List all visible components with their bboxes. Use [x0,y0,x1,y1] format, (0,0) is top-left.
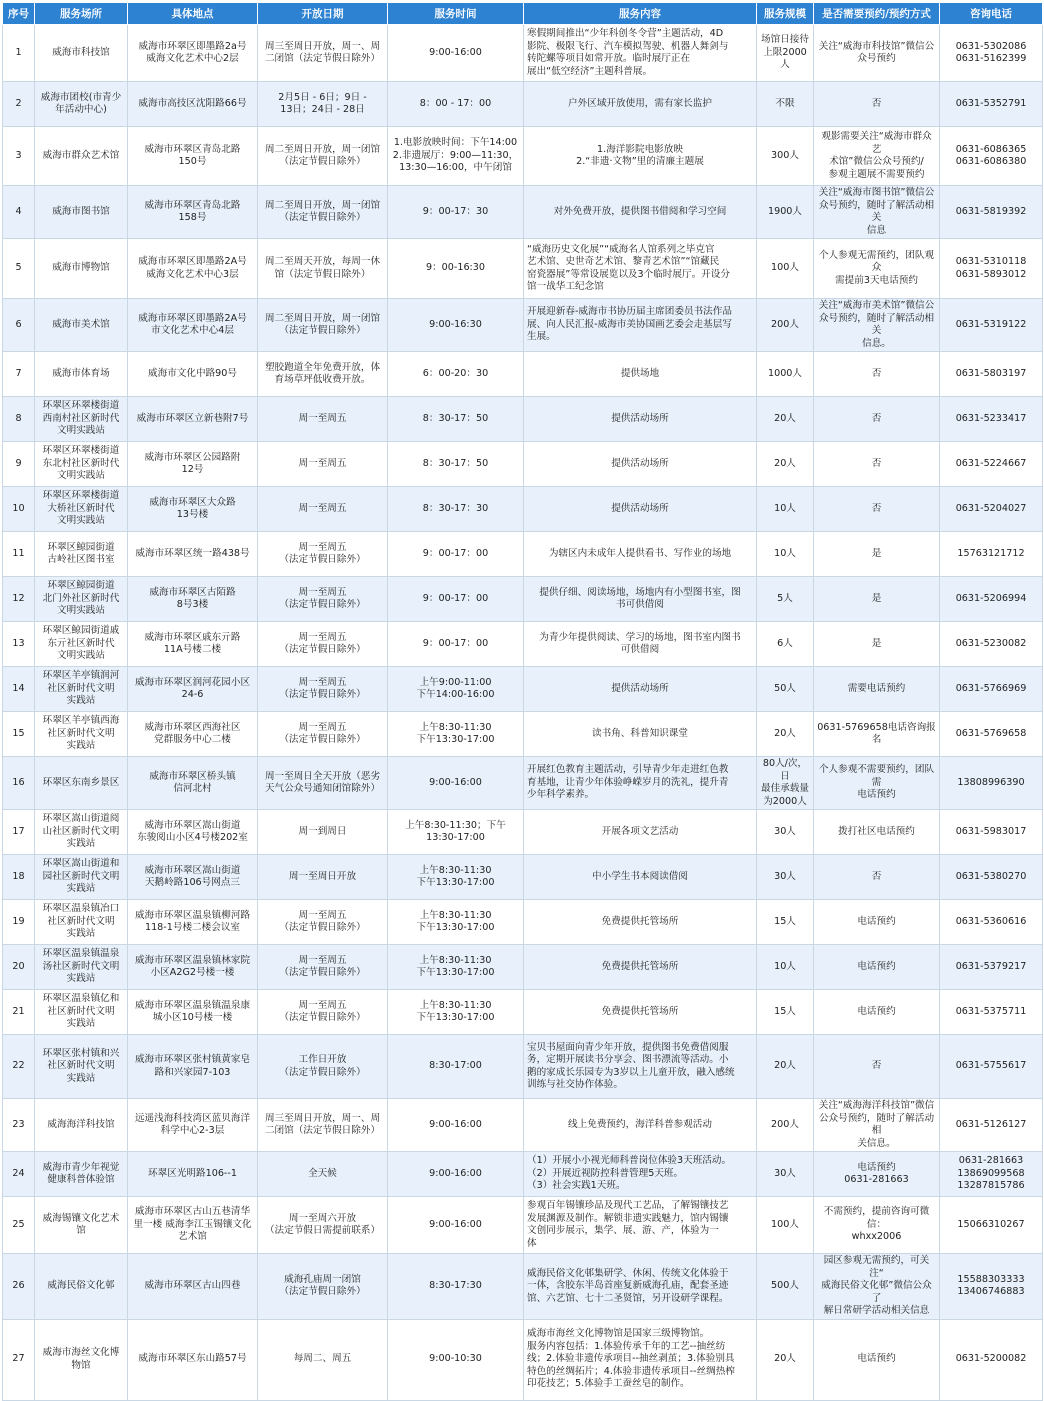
cell-phone: 15066310267 [940,1197,1043,1254]
cell-open-dates: 周一至周五 （法定节假日除外） [258,667,388,712]
cell-capacity: 10人 [757,945,814,990]
table-row [3,397,1043,442]
cell-service-content: 开展迎新春-威海市书协历届主席团委员书法作品 展、向人民汇报-威海市美协国画艺委会走基层写 生展。 [524,299,757,352]
cell-venue: 环翠区环翠楼街道 东北村社区新时代 文明实践站 [35,442,128,487]
cell-venue: 威海市科技馆 [35,25,128,82]
cell-capacity: 30人 [757,810,814,855]
cell-reservation: 关注“威海市科技馆”微信公 众号预约 [814,25,940,82]
header-open-dates: 开放日期 [258,3,388,25]
cell-location: 威海市环翠区温泉镇柳河路 118-1号楼二楼会议室 [128,900,258,945]
cell-seq: 21 [3,990,35,1035]
cell-service-hours: 上午8:30-11:30 下午13:30-17:00 [388,712,524,757]
table-row [3,442,1043,487]
cell-capacity: 300人 [757,127,814,186]
cell-service-hours: 9:00-16:00 [388,1197,524,1254]
cell-venue: 威海市体育场 [35,352,128,397]
cell-capacity: 20人 [757,712,814,757]
cell-location: 威海市环翠区青岛北路 150号 [128,127,258,186]
cell-seq: 24 [3,1152,35,1197]
cell-seq: 20 [3,945,35,990]
cell-reservation: 关注“威海市图书馆”微信公 众号预约，随时了解活动相关 信息 [814,186,940,239]
cell-service-content: 1.海洋影院电影放映 2.“非遗·文物”里的清廉主题展 [524,127,757,186]
cell-venue: 威海锡镶文化艺术 馆 [35,1197,128,1254]
table-row [3,990,1043,1035]
cell-capacity: 200人 [757,299,814,352]
cell-seq: 23 [3,1099,35,1152]
cell-reservation: 电话预约 [814,945,940,990]
cell-phone: 0631-5200082 [940,1319,1043,1400]
cell-phone: 0631-5302086 0631-5162399 [940,25,1043,82]
cell-service-hours: 9：00-17：00 [388,622,524,667]
cell-venue: 环翠区环翠楼街道 大桥社区新时代 文明实践站 [35,487,128,532]
cell-service-content: 威海市海丝文化博物馆是国家三级博物馆。 服务内容包括：1.体验传承千年的工艺--抽丝纺 线；2.体验非遗传承项目--抽丝剥茧；3.体验别具 特色的丝绸拓片；4.体验非遗传承项目--丝绸热榨 印花技艺；5.体验手工蚕丝皂的制作。 [524,1319,757,1400]
cell-venue: 威海民俗文化邨 [35,1254,128,1320]
cell-phone: 15763121712 [940,532,1043,577]
cell-service-hours: 8：30-17：30 [388,487,524,532]
table-row [3,945,1043,990]
cell-service-hours: 9:00-16:00 [388,25,524,82]
cell-capacity: 场馆日接待 上限2000人 [757,25,814,82]
cell-phone: 0631-5230082 [940,622,1043,667]
cell-service-content: 提供场地 [524,352,757,397]
cell-venue: 环翠区温泉镇冶口 社区新时代文明 实践站 [35,900,128,945]
cell-venue: 威海海洋科技馆 [35,1099,128,1152]
cell-location: 威海市环翠区古陌路 8号3楼 [128,577,258,622]
cell-service-hours: 8：30-17：50 [388,442,524,487]
table-row [3,186,1043,239]
cell-seq: 12 [3,577,35,622]
cell-open-dates: 周二至周天开放，每周一休 馆（法定节假日除外） [258,239,388,299]
cell-open-dates: 周一至周五 [258,442,388,487]
cell-service-content: 提供活动场所 [524,442,757,487]
cell-capacity: 500人 [757,1254,814,1320]
header-reservation: 是否需要预约/预约方式 [814,3,940,25]
header-service-content: 服务内容 [524,3,757,25]
cell-open-dates: 周一至周五 （法定节假日除外） [258,712,388,757]
table-row [3,25,1043,82]
cell-open-dates: 周一至周五 （法定节假日除外） [258,577,388,622]
cell-phone: 0631-5769658 [940,712,1043,757]
cell-service-hours: 8:30-17:30 [388,1254,524,1320]
cell-capacity: 6人 [757,622,814,667]
cell-location: 威海市文化中路90号 [128,352,258,397]
cell-location: 威海市环翠区即墨路2a号 威海文化艺术中心2层 [128,25,258,82]
table-row [3,352,1043,397]
cell-seq: 3 [3,127,35,186]
cell-venue: 威海市美术馆 [35,299,128,352]
cell-reservation: 不需预约，提前咨询可微信： whxx2006 [814,1197,940,1254]
cell-capacity: 20人 [757,442,814,487]
cell-location: 威海市环翠区公园路附 12号 [128,442,258,487]
cell-open-dates: 威海孔庙周一闭馆 （法定节假日除外） [258,1254,388,1320]
table-row [3,532,1043,577]
cell-seq: 10 [3,487,35,532]
cell-venue: 威海市图书馆 [35,186,128,239]
cell-capacity: 5人 [757,577,814,622]
cell-reservation: 否 [814,855,940,900]
cell-service-hours: 1.电影放映时间：下午14:00 2.非遗展厅：9:00—11:30， 13:30—16:00，中午闭馆 [388,127,524,186]
cell-open-dates: 周二至周日开放，周一闭馆 （法定节假日除外） [258,127,388,186]
cell-seq: 18 [3,855,35,900]
cell-location: 威海市环翠区即墨路2A号 市文化艺术中心4层 [128,299,258,352]
cell-seq: 7 [3,352,35,397]
cell-open-dates: 周一至周五 [258,487,388,532]
cell-open-dates: 周三至周日开放，周一、周 二闭馆（法定节假日除外） [258,1099,388,1152]
cell-service-hours: 9：00-17：30 [388,186,524,239]
cell-capacity: 200人 [757,1099,814,1152]
cell-reservation: 否 [814,1035,940,1099]
cell-location: 远遥浅海科技湾区蓝贝海洋 科学中心2-3层 [128,1099,258,1152]
cell-capacity: 15人 [757,900,814,945]
cell-phone: 0631-5319122 [940,299,1043,352]
cell-phone: 0631-5380270 [940,855,1043,900]
cell-venue: 环翠区温泉镇亿和 社区新时代文明 实践站 [35,990,128,1035]
table-row [3,712,1043,757]
cell-phone: 15588303333 13406746883 [940,1254,1043,1320]
cell-service-hours: 8：00 - 17：00 [388,82,524,127]
header-seq: 序号 [3,3,35,25]
cell-service-hours: 9:00-10:30 [388,1319,524,1400]
cell-service-hours: 上午8:30-11:30；下午 13:30-17:00 [388,810,524,855]
cell-service-content: 对外免费开放，提供图书借阅和学习空间 [524,186,757,239]
cell-location: 威海市环翠区立新巷附7号 [128,397,258,442]
cell-open-dates: 周二至周日开放，周一闭馆 （法定节假日除外） [258,186,388,239]
cell-capacity: 50人 [757,667,814,712]
table-row [3,577,1043,622]
cell-reservation: 需要电话预约 [814,667,940,712]
cell-venue: 威海市团校(市青少 年活动中心) [35,82,128,127]
cell-service-content: 威海民俗文化邨集研学、休闲、传统文化体验于 一体，含胶东半岛首座复新威海孔庙，配套圣迹 馆、六艺馆、七十二圣贤馆，另开设研学课程。 [524,1254,757,1320]
cell-seq: 27 [3,1319,35,1400]
cell-capacity: 20人 [757,1035,814,1099]
cell-open-dates: 周一至周五 （法定节假日除外） [258,990,388,1035]
cell-location: 威海市环翠区古山四巷 [128,1254,258,1320]
cell-capacity: 10人 [757,532,814,577]
cell-reservation: 电话预约 [814,1319,940,1400]
table-row [3,1197,1043,1254]
header-venue: 服务场所 [35,3,128,25]
table-row [3,1099,1043,1152]
cell-service-hours: 8：30-17：50 [388,397,524,442]
cell-open-dates: 工作日开放 （法定节假日除外） [258,1035,388,1099]
cell-seq: 11 [3,532,35,577]
cell-phone: 13808996390 [940,757,1043,810]
cell-location: 威海市环翠区桥头镇 信河北村 [128,757,258,810]
cell-reservation: 关注“威海市美术馆”微信公 众号预约，随时了解活动相关 信息。 [814,299,940,352]
header-phone: 咨询电话 [940,3,1043,25]
cell-capacity: 15人 [757,990,814,1035]
table-row [3,1319,1043,1400]
cell-service-content: 开展红色教育主题活动，引导青少年走进红色教 育基地，让青少年体验峥嵘岁月的洗礼，提升青 少年科学素养。 [524,757,757,810]
cell-phone: 0631-5983017 [940,810,1043,855]
cell-venue: 威海市博物馆 [35,239,128,299]
cell-seq: 6 [3,299,35,352]
cell-service-hours: 9:00-16:30 [388,299,524,352]
cell-reservation: 否 [814,442,940,487]
header-capacity: 服务规模 [757,3,814,25]
cell-service-content: 为青少年提供阅读、学习的场地，图书室内图书 可供借阅 [524,622,757,667]
cell-open-dates: 周一至周六开放 （法定节假日需提前联系） [258,1197,388,1254]
table-row [3,667,1043,712]
cell-capacity: 80人/次，日 最佳承载量 为2000人 [757,757,814,810]
cell-service-hours: 9:00-16:00 [388,1152,524,1197]
cell-service-content: 中小学生书本阅读借阅 [524,855,757,900]
cell-seq: 2 [3,82,35,127]
cell-phone: 0631-5310118 0631-5893012 [940,239,1043,299]
cell-service-content: 免费提供托管场所 [524,945,757,990]
cell-phone: 0631-5755617 [940,1035,1043,1099]
cell-service-hours: 上午9:00-11:00 下午14:00-16:00 [388,667,524,712]
cell-reservation: 个人参观不需要预约，团队需 电话预约 [814,757,940,810]
cell-reservation: 电话预约 [814,900,940,945]
cell-service-content: 参观百年锡镶珍品及现代工艺品，了解锡镶技艺 发展渊源及制作。解锁非遗实践魅力，馆内锡镶 文创同步展示，集学、展、游、产，体验为一 体 [524,1197,757,1254]
cell-capacity: 10人 [757,487,814,532]
header-row [3,3,1043,25]
cell-location: 环翠区光明路106--1 [128,1152,258,1197]
table-row [3,622,1043,667]
table-row [3,1254,1043,1320]
cell-service-hours: 上午8:30-11:30 下午13:30-17:00 [388,855,524,900]
cell-seq: 25 [3,1197,35,1254]
cell-location: 威海市环翠区温泉镇林家院 小区A2G2号楼一楼 [128,945,258,990]
cell-capacity: 30人 [757,855,814,900]
cell-phone: 0631-5224667 [940,442,1043,487]
cell-reservation: 是 [814,577,940,622]
cell-service-content: 提供活动场所 [524,487,757,532]
cell-reservation: 否 [814,487,940,532]
cell-venue: 环翠区鲸园街道 北门外社区新时代 文明实践站 [35,577,128,622]
table-row [3,82,1043,127]
cell-service-content: 读书角、科普知识课堂 [524,712,757,757]
header-location: 具体地点 [128,3,258,25]
cell-service-hours: 上午8:30-11:30 下午13:30-17:00 [388,990,524,1035]
cell-reservation: 0631-5769658电话咨询报名 [814,712,940,757]
cell-venue: 环翠区羊亭镇西海 社区新时代文明 实践站 [35,712,128,757]
cell-service-hours: 上午8:30-11:30 下午13:30-17:00 [388,900,524,945]
table-row [3,855,1043,900]
cell-phone: 0631-5766969 [940,667,1043,712]
cell-reservation: 拨打社区电话预约 [814,810,940,855]
cell-service-hours: 9：00-17：00 [388,577,524,622]
cell-location: 威海市环翠区戚东亓路 11A号楼二楼 [128,622,258,667]
cell-phone: 0631-5233417 [940,397,1043,442]
cell-seq: 14 [3,667,35,712]
cell-open-dates: 周二至周日开放，周一闭馆 （法定节假日除外） [258,299,388,352]
cell-service-content: 线上免费预约，海洋科普参观活动 [524,1099,757,1152]
cell-service-content: 提供活动场所 [524,397,757,442]
cell-location: 威海市环翠区张村镇黄家皂 路和兴家园7-103 [128,1035,258,1099]
cell-service-hours: 9:00-16:00 [388,1099,524,1152]
cell-service-content: 免费提供托管场所 [524,990,757,1035]
cell-seq: 19 [3,900,35,945]
cell-seq: 4 [3,186,35,239]
cell-open-dates: 周一至周五 （法定节假日除外） [258,945,388,990]
cell-venue: 威海市海丝文化博 物馆 [35,1319,128,1400]
cell-service-content: 寒假期间推出“少年科创冬令营”主题活动，4D 影院、极限飞行、汽车模拟驾驶、机器人舞剑与 转陀螺等项目如常开放。临时展厅正在 展出“低空经济”主题科普展。 [524,25,757,82]
cell-phone: 0631-5360616 [940,900,1043,945]
cell-open-dates: 周一至周五 （法定节假日除外） [258,900,388,945]
cell-seq: 1 [3,25,35,82]
cell-open-dates: 塑胶跑道全年免费开放，体 育场草坪低收费开放。 [258,352,388,397]
cell-open-dates: 周三至周日开放，周一、周 二闭馆（法定节假日除外） [258,25,388,82]
cell-service-hours: 9:00-16:00 [388,757,524,810]
table-row [3,810,1043,855]
cell-capacity: 1000人 [757,352,814,397]
cell-venue: 环翠区鲸园街道 古岭社区图书室 [35,532,128,577]
cell-open-dates: 周一至周日全天开放（恶劣 天气公众号通知闭馆除外） [258,757,388,810]
cell-phone: 0631-5206994 [940,577,1043,622]
cell-location: 威海市环翠区润河花园小区 24-6 [128,667,258,712]
cell-location: 威海市环翠区大众路 13号楼 [128,487,258,532]
cell-service-hours: 9：00-17：00 [388,532,524,577]
cell-service-content: 提供仔细、阅读场地，场地内有小型图书室，图 书可供借阅 [524,577,757,622]
cell-service-content: 宝贝书屋面向青少年开放，提供图书免费借阅服 务，定期开展读书分享会、图书漂流等活动。小 鹅的家成长乐园专为3岁以上儿童开放，融入感统 训练与社交协作体验。 [524,1035,757,1099]
cell-open-dates: 周一至周五 （法定节假日除外） [258,622,388,667]
cell-reservation: 观影需要关注“威海市群众艺 术馆”微信公众号预约/ 参观主题展不需要预约 [814,127,940,186]
cell-open-dates: 2月5日 - 6日；9日 - 13日；24日 - 28日 [258,82,388,127]
cell-open-dates: 周一到周日 [258,810,388,855]
cell-service-hours: 8:30-17:00 [388,1035,524,1099]
cell-location: 威海市环翠区统一路438号 [128,532,258,577]
cell-reservation: 否 [814,82,940,127]
cell-reservation: 否 [814,352,940,397]
cell-phone: 0631-5819392 [940,186,1043,239]
cell-venue: 威海市青少年视觉 健康科普体验馆 [35,1152,128,1197]
cell-venue: 环翠区嵩山街道和 园社区新时代文明 实践站 [35,855,128,900]
cell-phone: 0631-6086365 0631-6086380 [940,127,1043,186]
cell-phone: 0631-5204027 [940,487,1043,532]
cell-location: 威海市环翠区嵩山街道 天鹅岭路106号网点三 [128,855,258,900]
table-row [3,1035,1043,1099]
cell-reservation: 否 [814,397,940,442]
cell-seq: 15 [3,712,35,757]
table-row [3,239,1043,299]
cell-open-dates: 周一至周五 [258,397,388,442]
table-row [3,127,1043,186]
cell-reservation: 个人参观无需预约，团队观众 需提前3天电话预约 [814,239,940,299]
cell-open-dates: 每周二、周五 [258,1319,388,1400]
cell-capacity: 20人 [757,397,814,442]
cell-capacity: 100人 [757,239,814,299]
cell-service-hours: 9：00-16:30 [388,239,524,299]
cell-location: 威海市环翠区西海社区 党群服务中心二楼 [128,712,258,757]
cell-service-content: 户外区域开放使用，需有家长监护 [524,82,757,127]
table-row [3,900,1043,945]
cell-venue: 环翠区东南乡景区 [35,757,128,810]
cell-capacity: 不限 [757,82,814,127]
cell-reservation: 是 [814,532,940,577]
cell-reservation: 是 [814,622,940,667]
cell-phone: 0631-5352791 [940,82,1043,127]
cell-venue: 环翠区张村镇和兴 社区新时代文明 实践站 [35,1035,128,1099]
cell-service-content: “威海历史文化展”“威海名人馆系列之毕克官 艺术馆、史世奇艺术馆、黎青艺术馆”“馆藏民 窑瓷器展”等常设展览以及3个临时展厅。开设分 馆一战华工纪念馆 [524,239,757,299]
cell-location: 威海市环翠区温泉镇温泉康 城小区10号楼一楼 [128,990,258,1035]
cell-location: 威海市高技区沈阳路66号 [128,82,258,127]
cell-capacity: 1900人 [757,186,814,239]
cell-location: 威海市环翠区嵩山街道 东骏阅山小区4号楼202室 [128,810,258,855]
cell-seq: 9 [3,442,35,487]
table-row [3,757,1043,810]
cell-service-content: 开展各项文艺活动 [524,810,757,855]
cell-open-dates: 周一至周五 （法定节假日除外） [258,532,388,577]
table-row [3,487,1043,532]
cell-venue: 环翠区温泉镇温泉 汤社区新时代文明 实践站 [35,945,128,990]
cell-seq: 16 [3,757,35,810]
cell-location: 威海市环翠区即墨路2A号 威海文化艺术中心3层 [128,239,258,299]
cell-service-content: 免费提供托管场所 [524,900,757,945]
cell-service-content: 为辖区内未成年人提供看书、写作业的场地 [524,532,757,577]
cell-location: 威海市环翠区东山路57号 [128,1319,258,1400]
cell-phone: 0631-5379217 [940,945,1043,990]
cell-open-dates: 周一至周日开放 [258,855,388,900]
cell-seq: 13 [3,622,35,667]
cell-phone: 0631-5375711 [940,990,1043,1035]
cell-seq: 17 [3,810,35,855]
table-row [3,1152,1043,1197]
cell-service-hours: 6：00-20：30 [388,352,524,397]
header-service-hours: 服务时间 [388,3,524,25]
cell-venue: 环翠区环翠楼街道 西南村社区新时代 文明实践站 [35,397,128,442]
cell-seq: 26 [3,1254,35,1320]
cell-location: 威海市环翠区古山五巷清华 里一楼 威海李江玉锡镶文化 艺术馆 [128,1197,258,1254]
cell-open-dates: 全天候 [258,1152,388,1197]
cell-reservation: 电话预约 [814,990,940,1035]
cell-venue: 环翠区羊亭镇润河 社区新时代文明 实践站 [35,667,128,712]
cell-seq: 8 [3,397,35,442]
cell-location: 威海市环翠区青岛北路 158号 [128,186,258,239]
cell-phone: 0631-5126127 [940,1099,1043,1152]
cell-reservation: 关注“威海海洋科技馆”微信 公众号预约，随时了解活动相 关信息。 [814,1099,940,1152]
cell-capacity: 30人 [757,1152,814,1197]
cell-venue: 环翠区鲸园街道戚 东亓社区新时代 文明实践站 [35,622,128,667]
cell-reservation: 园区参观无需预约，可关注“ 威海民俗文化邨”微信公众了 解日常研学活动相关信息 [814,1254,940,1320]
cell-service-hours: 上午8:30-11:30 下午13:30-17:00 [388,945,524,990]
cell-service-content: 提供活动场所 [524,667,757,712]
cell-seq: 22 [3,1035,35,1099]
table-row [3,299,1043,352]
cell-capacity: 100人 [757,1197,814,1254]
cell-venue: 环翠区嵩山街道阅 山社区新时代文明 实践站 [35,810,128,855]
cell-venue: 威海市群众艺术馆 [35,127,128,186]
cell-service-content: （1）开展小小视光师科普岗位体验3天班活动。 （2）开展近视防控科普管理5天班。 （3）社会实践1天班。 [524,1152,757,1197]
cell-phone: 0631-5803197 [940,352,1043,397]
cell-seq: 5 [3,239,35,299]
cell-capacity: 20人 [757,1319,814,1400]
cell-reservation: 电话预约 0631-281663 [814,1152,940,1197]
cell-phone: 0631-281663 13869099568 13287815786 [940,1152,1043,1197]
venue-table [2,2,1043,1401]
